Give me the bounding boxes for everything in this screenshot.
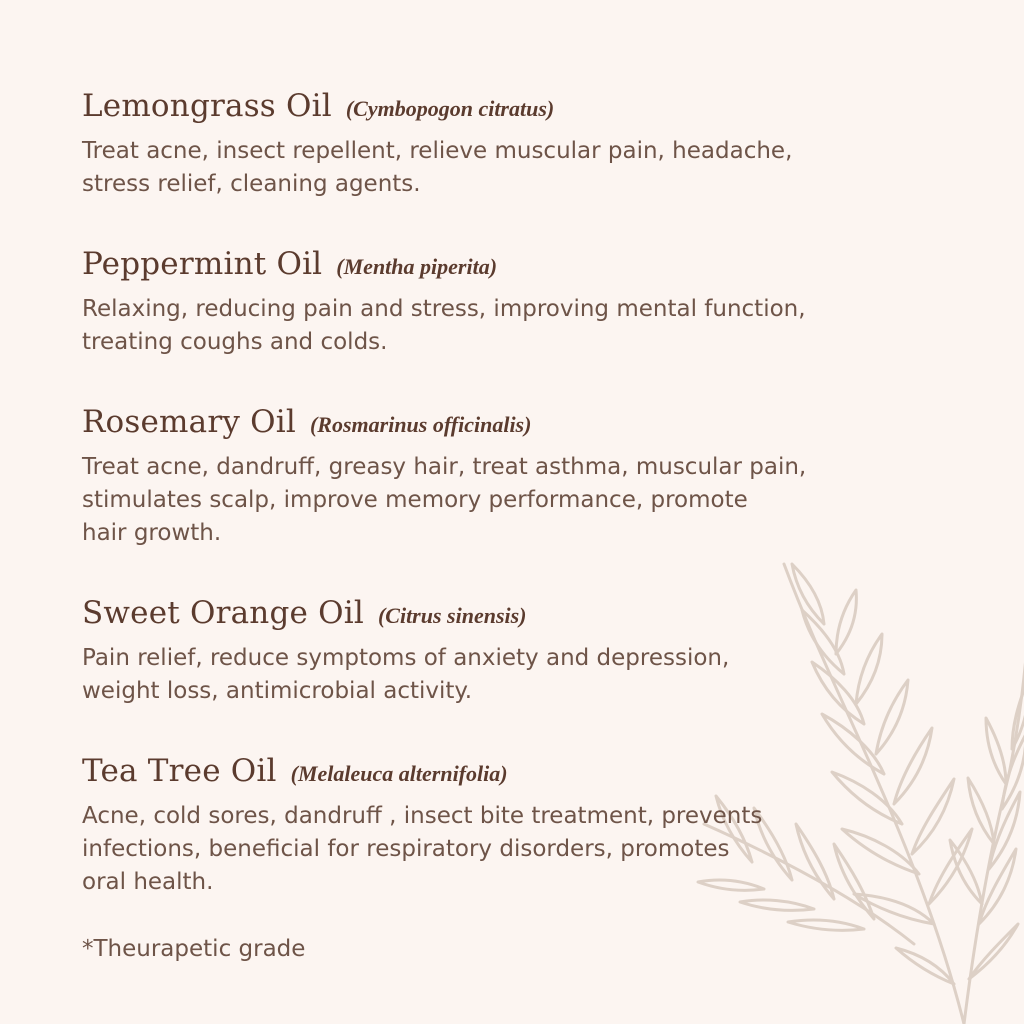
oil-entry-rosemary xyxy=(82,402,912,550)
oil-entry-sweet-orange xyxy=(82,593,912,708)
oil-description: Relaxing, reducing pain and stress, improving mental function, treating coughs and colds. xyxy=(82,296,806,355)
oil-latin-name: (Mentha piperita) xyxy=(336,254,498,279)
oil-name: Lemongrass Oil xyxy=(82,88,332,124)
essential-oil-list xyxy=(82,86,912,985)
oil-heading xyxy=(82,751,912,794)
oil-heading xyxy=(82,244,912,287)
oil-description: Pain relief, reduce symptoms of anxiety and depression, weight loss, antimicrobial activity. xyxy=(82,645,730,704)
oil-heading xyxy=(82,402,912,445)
oil-latin-name: (Citrus sinensis) xyxy=(377,603,527,628)
oil-latin-name: (Cymbopogon citratus) xyxy=(345,96,555,121)
oil-latin-name: (Rosmarinus officinalis) xyxy=(309,412,532,437)
oil-entry-lemongrass xyxy=(82,86,912,201)
oil-entry-peppermint xyxy=(82,244,912,359)
footnote: *Theurapetic grade xyxy=(82,936,306,962)
oil-name: Rosemary Oil xyxy=(82,404,296,440)
oil-heading xyxy=(82,86,912,129)
oil-name: Peppermint Oil xyxy=(82,246,323,282)
oil-entry-tea-tree xyxy=(82,751,912,899)
oil-description: Acne, cold sores, dandruff , insect bite treatment, prevents infections, beneficial for respiratory disorders, promotes oral health. xyxy=(82,803,763,895)
oil-name: Tea Tree Oil xyxy=(82,753,277,789)
oil-heading xyxy=(82,593,912,636)
oil-latin-name: (Melaleuca alternifolia) xyxy=(290,761,508,786)
oil-name: Sweet Orange Oil xyxy=(82,595,364,631)
oil-description: Treat acne, insect repellent, relieve muscular pain, headache, stress relief, cleaning agents. xyxy=(82,138,793,197)
oil-description: Treat acne, dandruff, greasy hair, treat asthma, muscular pain, stimulates scalp, improve memory performance, promote hair growth. xyxy=(82,454,807,546)
